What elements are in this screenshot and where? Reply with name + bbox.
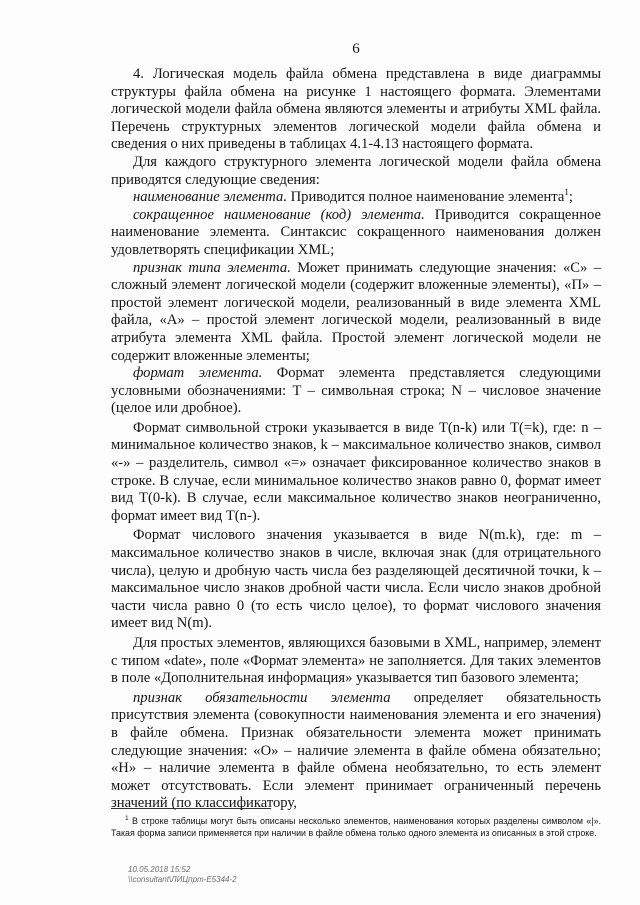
print-stamp-path: \\consultant\ЛИЦпрт-Е5344-2 bbox=[128, 875, 237, 884]
term-italic: признак обязательности элемента bbox=[133, 689, 391, 706]
print-stamp-date: 10.05.2018 15:52 bbox=[128, 865, 191, 874]
term-italic: признак типа элемента. bbox=[133, 259, 291, 276]
footnote-body: В строке таблицы могут быть описаны несколько элементов, наименования которых разделены символом «|». Такая форма записи применяется при наличии в файле обмена только одного элемента из описанных в этой строке. bbox=[111, 816, 601, 839]
footnote-divider bbox=[111, 808, 271, 809]
text-run: Формат числового значения указывается в виде N(m.k), где: m – максимальное количество знаков в числе, включая знак (для отрицательного числа), целую и дробную часть числа без разделяющей десятичной точки, k – максимальное число знаков дробной части числа. Если число знаков дробной части числа равно 0 (то есть число целое), то формат числового значения имеет вид N(m). bbox=[111, 527, 601, 632]
paragraph-element-type bbox=[111, 260, 601, 366]
text-run: Приводится полное наименование элемента bbox=[286, 189, 565, 206]
paragraph-element-code bbox=[111, 207, 601, 260]
term-italic: наименование элемента. bbox=[133, 189, 287, 206]
text-run: Формат элемента представляется следующими условными обозначениями: T – символьная строка; N – числовое значение (целое или дробное). bbox=[111, 365, 601, 417]
page-number: 6 bbox=[352, 41, 360, 57]
paragraph-element-name bbox=[111, 189, 601, 207]
term-italic: формат элемента. bbox=[133, 365, 263, 382]
text-run: определяет обязательность присутствия элемента (совокупности наименования элемента и его значения) в файле обмена. Признак обязательности элемента может принимать следующие значения: «О» – наличие элемента в файле обмена обязательно; «Н» – наличие элемента в файле обмена необязательно, то есть элемент может отсутствовать. Если элемент принимает ограниченный перечень значений (по классификатору, bbox=[111, 689, 601, 812]
paragraph-element-format bbox=[111, 365, 601, 418]
print-stamp bbox=[128, 865, 237, 885]
footnote-text bbox=[111, 815, 601, 840]
paragraph-element-info-intro bbox=[111, 154, 601, 189]
text-run: Для простых элементов, являющихся базовыми в XML, например, элемент с типом «date», поле «Формат элемента» не заполняется. Для таких элементов в поле «Дополнительная информация» указывается тип базового элемента; bbox=[111, 635, 601, 687]
document-body bbox=[111, 66, 601, 813]
paragraph-string-format bbox=[111, 420, 601, 526]
term-italic: сокращенное наименование (код) элемента. bbox=[133, 206, 425, 223]
footnote-marker: 1 bbox=[125, 815, 129, 823]
text-run: ; bbox=[568, 189, 573, 206]
text-run: Может принимать следующие значения: «С» – сложный элемент логической модели (содержит вложенные элементы), «П» – простой элемент логической модели, реализованный в виде элемента XML файла, «А» – простой элемент логической модели, реализованный в виде атрибута элемента XML файла. Простой элемент логической модели не содержит вложенные элементы; bbox=[111, 259, 601, 364]
text-run: Формат символьной строки указывается в виде T(n-k) или T(=k), где: n – минимальное количество знаков, k – максимальное количество знаков, символ «-» – разделитель, символ «=» означает фиксированное количество знаков в строке. В случае, если минимальное количество знаков равно 0, формат имеет вид T(0-k). В случае, если максимальное количество знаков неограниченно, формат имеет вид T(n-). bbox=[111, 419, 601, 524]
paragraph-base-elements bbox=[111, 635, 601, 688]
text-run: Для каждого структурного элемента логической модели файла обмена приводятся следующие сведения: bbox=[111, 153, 601, 188]
footnote bbox=[111, 815, 601, 840]
text-run: Приводится сокращенное наименование элемента. Синтаксис сокращенного наименования должен удовлетворять спецификации XML; bbox=[111, 206, 601, 258]
paragraph-element-required bbox=[111, 690, 601, 813]
paragraph-number-format bbox=[111, 527, 601, 633]
footnote-reference: 1 bbox=[564, 187, 569, 198]
text-run: 4. Логическая модель файла обмена представлена в виде диаграммы структуры файла обмена на рисунке 1 настоящего формата. Элементами логической модели файла обмена являются элементы и атрибуты XML файла. Перечень структурных элементов логической модели файла обмена и сведения о них приведены в таблицах 4.1-4.13 настоящего формата. bbox=[111, 66, 601, 153]
paragraph-logical-model bbox=[111, 66, 601, 154]
